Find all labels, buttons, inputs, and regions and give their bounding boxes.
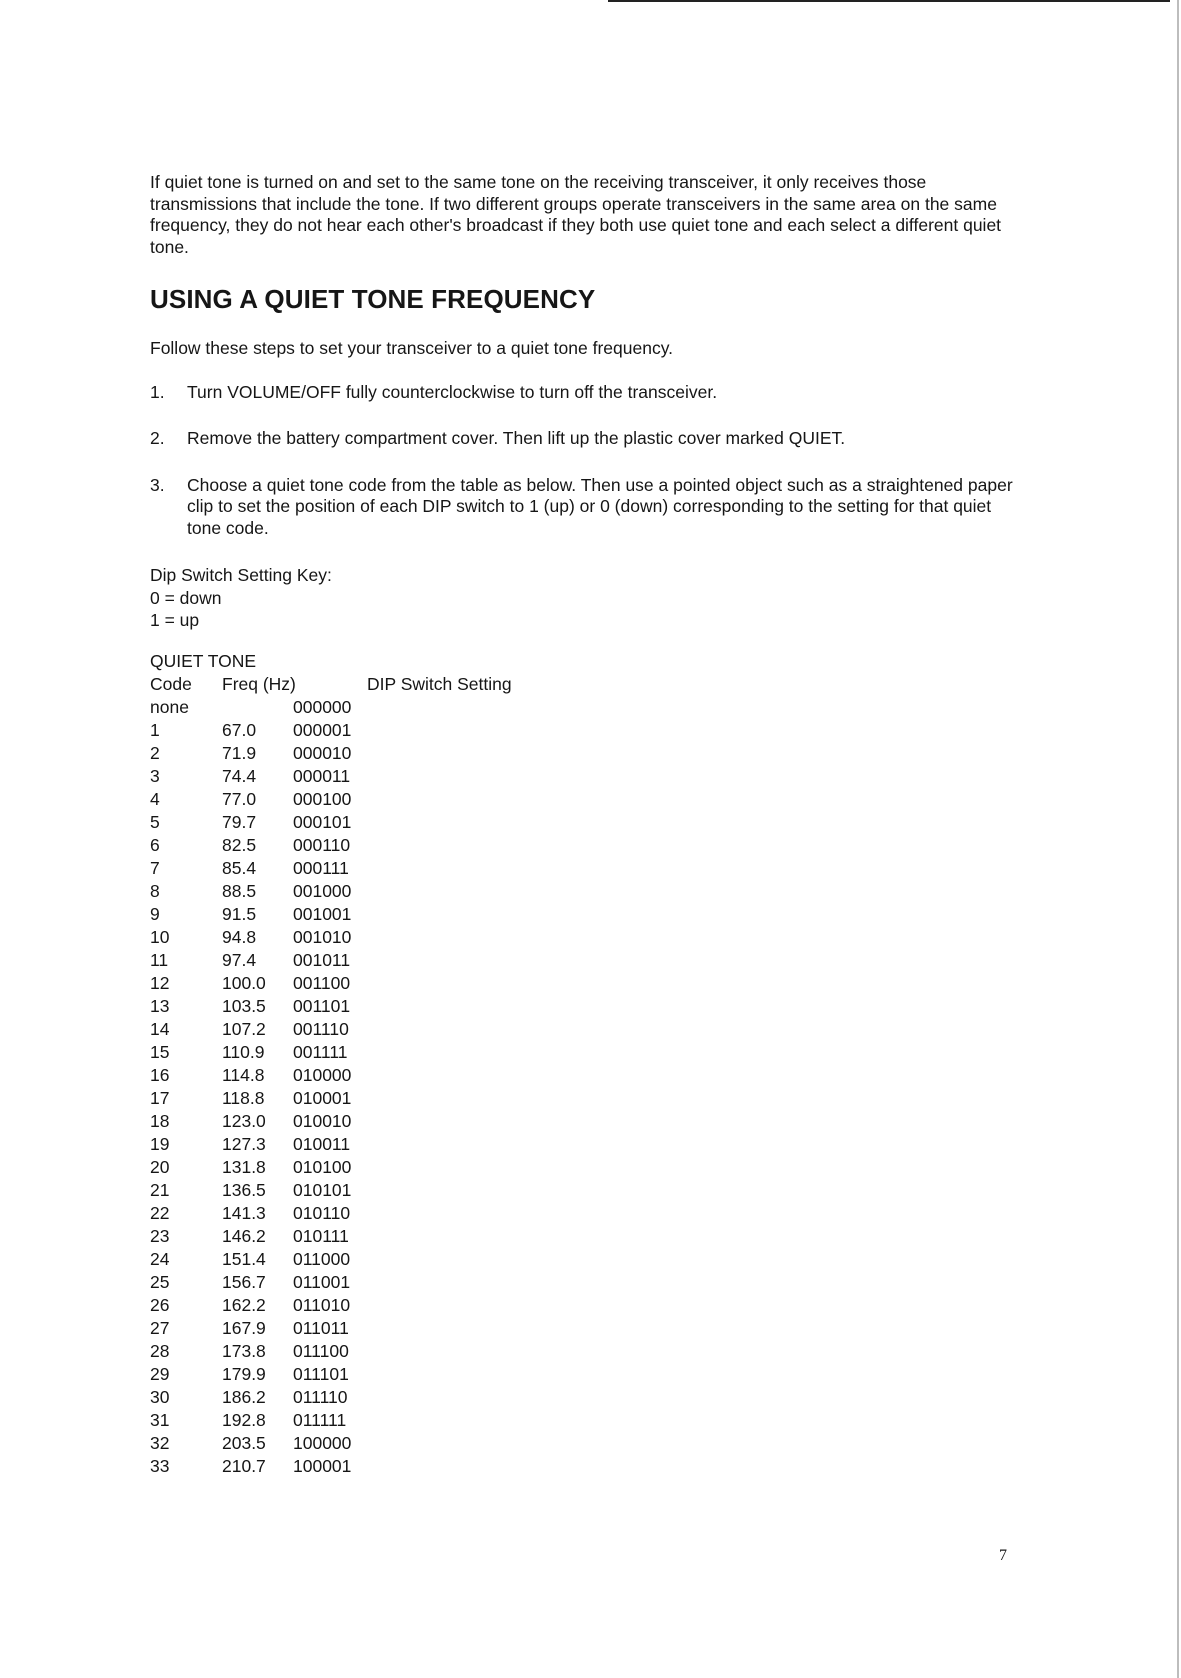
table-row — [150, 1294, 1030, 1317]
cell-freq: 203.5 — [222, 1432, 266, 1453]
dip-key-down: 0 = down — [150, 587, 222, 608]
cell-freq: 131.8 — [222, 1156, 266, 1177]
cell-freq: 67.0 — [222, 719, 257, 740]
step-text: Remove the battery compartment cover. Then lift up the plastic cover marked QUIET. — [187, 428, 846, 448]
table-row — [150, 1087, 1030, 1110]
cell-code: 16 — [150, 1064, 170, 1085]
table-row — [150, 1156, 1030, 1179]
cell-dip: 000011 — [293, 765, 351, 786]
cell-code: 33 — [150, 1455, 170, 1476]
cell-dip: 000111 — [293, 857, 349, 878]
cell-code: 19 — [150, 1133, 170, 1154]
cell-dip: 100001 — [293, 1455, 352, 1476]
cell-code: 26 — [150, 1294, 170, 1315]
cell-dip: 010000 — [293, 1064, 352, 1085]
steps-intro: Follow these steps to set your transceiver to a quiet tone frequency. — [150, 338, 674, 358]
cell-freq: 151.4 — [222, 1248, 266, 1269]
cell-freq: 103.5 — [222, 995, 266, 1016]
cell-dip: 011001 — [293, 1271, 351, 1292]
table-row — [150, 1018, 1030, 1041]
cell-code: 6 — [150, 834, 160, 855]
cell-code: 1 — [150, 719, 160, 740]
cell-freq: 192.8 — [222, 1409, 266, 1430]
cell-dip: 000010 — [293, 742, 352, 763]
table-row — [150, 811, 1030, 834]
table-row — [150, 880, 1030, 903]
table-row — [150, 1386, 1030, 1409]
table-row — [150, 696, 1030, 719]
cell-code: 14 — [150, 1018, 170, 1039]
cell-dip: 001100 — [293, 972, 351, 993]
dip-key — [150, 564, 1030, 632]
cell-freq: 74.4 — [222, 765, 257, 786]
cell-freq: 118.8 — [222, 1087, 265, 1108]
cell-dip: 000110 — [293, 834, 351, 855]
cell-dip: 001001 — [293, 903, 352, 924]
cell-freq: 127.3 — [222, 1133, 266, 1154]
step-number: 3. — [150, 474, 165, 495]
cell-dip: 001011 — [293, 949, 351, 970]
quiet-tone-table — [150, 650, 1030, 1478]
cell-freq: 77.0 — [222, 788, 257, 809]
cell-code: 11 — [150, 949, 169, 970]
cell-code: 28 — [150, 1340, 170, 1361]
cell-code: 10 — [150, 926, 170, 947]
cell-freq: 71.9 — [222, 742, 257, 763]
cell-dip: 010100 — [293, 1156, 352, 1177]
cell-code: 20 — [150, 1156, 170, 1177]
table-row — [150, 1248, 1030, 1271]
cell-code: 5 — [150, 811, 160, 832]
cell-dip: 000101 — [293, 811, 352, 832]
header-dip: DIP Switch Setting — [367, 673, 512, 694]
scan-edge-top — [608, 0, 1170, 2]
cell-dip: 011110 — [293, 1386, 348, 1407]
table-row — [150, 949, 1030, 972]
cell-code: 30 — [150, 1386, 170, 1407]
cell-dip: 011101 — [293, 1363, 349, 1384]
header-freq: Freq (Hz) — [222, 673, 296, 694]
table-row — [150, 1041, 1030, 1064]
cell-freq: 141.3 — [222, 1202, 266, 1223]
cell-dip: 011100 — [293, 1340, 349, 1361]
cell-code: 3 — [150, 765, 160, 786]
table-row — [150, 1455, 1030, 1478]
cell-dip: 000001 — [293, 719, 352, 740]
cell-dip: 010011 — [293, 1133, 351, 1154]
cell-freq: 162.2 — [222, 1294, 266, 1315]
cell-freq: 167.9 — [222, 1317, 266, 1338]
step-item — [150, 382, 1030, 404]
cell-freq: 156.7 — [222, 1271, 266, 1292]
scan-edge-right — [1177, 0, 1179, 1678]
cell-dip: 010111 — [293, 1225, 349, 1246]
cell-dip: 010010 — [293, 1110, 352, 1131]
cell-freq: 210.7 — [222, 1455, 266, 1476]
cell-code: 17 — [150, 1087, 170, 1108]
cell-dip: 000000 — [293, 696, 352, 717]
cell-code: 27 — [150, 1317, 170, 1338]
table-row — [150, 1202, 1030, 1225]
table-row — [150, 1363, 1030, 1386]
cell-code: 22 — [150, 1202, 170, 1223]
cell-freq: 123.0 — [222, 1110, 266, 1131]
cell-dip: 010110 — [293, 1202, 351, 1223]
cell-dip: 001010 — [293, 926, 352, 947]
table-row — [150, 903, 1030, 926]
cell-code: 24 — [150, 1248, 170, 1269]
cell-freq: 107.2 — [222, 1018, 266, 1039]
cell-code: 23 — [150, 1225, 170, 1246]
table-row — [150, 995, 1030, 1018]
cell-code: 12 — [150, 972, 170, 993]
cell-freq: 79.7 — [222, 811, 257, 832]
cell-code: 2 — [150, 742, 160, 763]
step-item — [150, 428, 1030, 450]
step-text: Turn VOLUME/OFF fully counterclockwise to turn off the transceiver. — [187, 381, 718, 402]
cell-freq: 94.8 — [222, 926, 257, 947]
cell-code: 15 — [150, 1041, 170, 1062]
steps-list — [150, 382, 1030, 540]
step-number: 2. — [150, 428, 165, 448]
table-row — [150, 834, 1030, 857]
cell-code: 8 — [150, 880, 160, 901]
intro-paragraph: If quiet tone is turned on and set to the same tone on the receiving transceiver, it only receives those transmissions that include the tone. If two different groups operate transceivers in the same area on the same frequency, they do not hear each other's broadcast if they both use quiet tone and each select a different quiet tone. — [150, 172, 1002, 257]
table-row — [150, 742, 1030, 765]
cell-freq: 173.8 — [222, 1340, 266, 1361]
table-row — [150, 719, 1030, 742]
cell-freq: 146.2 — [222, 1225, 266, 1246]
section-heading: USING A QUIET TONE FREQUENCY — [150, 284, 596, 314]
cell-freq: 100.0 — [222, 972, 266, 993]
cell-dip: 011111 — [293, 1409, 347, 1430]
cell-freq: 82.5 — [222, 834, 257, 855]
table-row — [150, 1110, 1030, 1133]
step-text: Choose a quiet tone code from the table as below. Then use a pointed object such as a straightened paper clip to set the position of each DIP switch to 1 (up) or 0 (down) corresponding to the setting for that quiet tone code. — [187, 474, 1013, 538]
cell-code: 9 — [150, 903, 160, 924]
cell-freq: 179.9 — [222, 1363, 266, 1384]
cell-freq: 85.4 — [222, 857, 257, 878]
step-number: 1. — [150, 381, 165, 402]
cell-code: 32 — [150, 1432, 170, 1453]
table-row — [150, 765, 1030, 788]
table-body — [150, 696, 1030, 1478]
step-item — [150, 475, 1030, 540]
page-number: 7 — [999, 1547, 1007, 1564]
table-row — [150, 1225, 1030, 1248]
table-row — [150, 1271, 1030, 1294]
cell-code: 29 — [150, 1363, 170, 1384]
table-row — [150, 1432, 1030, 1455]
cell-dip: 010001 — [293, 1087, 352, 1108]
cell-code: 13 — [150, 995, 170, 1016]
table-row — [150, 1409, 1030, 1432]
table-header-row — [150, 673, 1030, 696]
cell-dip: 001000 — [293, 880, 352, 901]
table-row — [150, 857, 1030, 880]
table-row — [150, 972, 1030, 995]
header-code: Code — [150, 673, 192, 694]
cell-code: 7 — [150, 857, 160, 878]
cell-dip: 010101 — [293, 1179, 352, 1200]
cell-code: 18 — [150, 1110, 170, 1131]
cell-code: none — [150, 696, 189, 717]
table-title: QUIET TONE — [150, 650, 256, 671]
cell-code: 21 — [150, 1179, 170, 1200]
cell-dip: 001110 — [293, 1018, 349, 1039]
cell-freq: 136.5 — [222, 1179, 266, 1200]
cell-freq: 91.5 — [222, 903, 257, 924]
cell-dip: 001101 — [293, 995, 351, 1016]
table-row — [150, 1179, 1030, 1202]
cell-dip: 000100 — [293, 788, 352, 809]
cell-freq: 88.5 — [222, 880, 257, 901]
cell-dip: 100000 — [293, 1432, 352, 1453]
cell-code: 31 — [150, 1409, 170, 1430]
dip-key-up: 1 = up — [150, 610, 200, 630]
cell-freq: 186.2 — [222, 1386, 266, 1407]
cell-dip: 011010 — [293, 1294, 351, 1315]
table-row — [150, 1064, 1030, 1087]
page-content — [150, 172, 1030, 1478]
cell-code: 25 — [150, 1271, 170, 1292]
cell-freq: 97.4 — [222, 949, 257, 970]
table-row — [150, 1317, 1030, 1340]
table-row — [150, 1133, 1030, 1156]
dip-key-title: Dip Switch Setting Key: — [150, 565, 332, 585]
table-row — [150, 926, 1030, 949]
table-row — [150, 1340, 1030, 1363]
table-row — [150, 788, 1030, 811]
cell-dip: 011000 — [293, 1248, 351, 1269]
cell-dip: 011011 — [293, 1317, 349, 1338]
cell-dip: 001111 — [293, 1041, 348, 1062]
cell-freq: 110.9 — [222, 1041, 265, 1062]
cell-code: 4 — [150, 788, 160, 809]
cell-freq: 114.8 — [222, 1064, 265, 1085]
table-title-row — [150, 650, 1030, 673]
